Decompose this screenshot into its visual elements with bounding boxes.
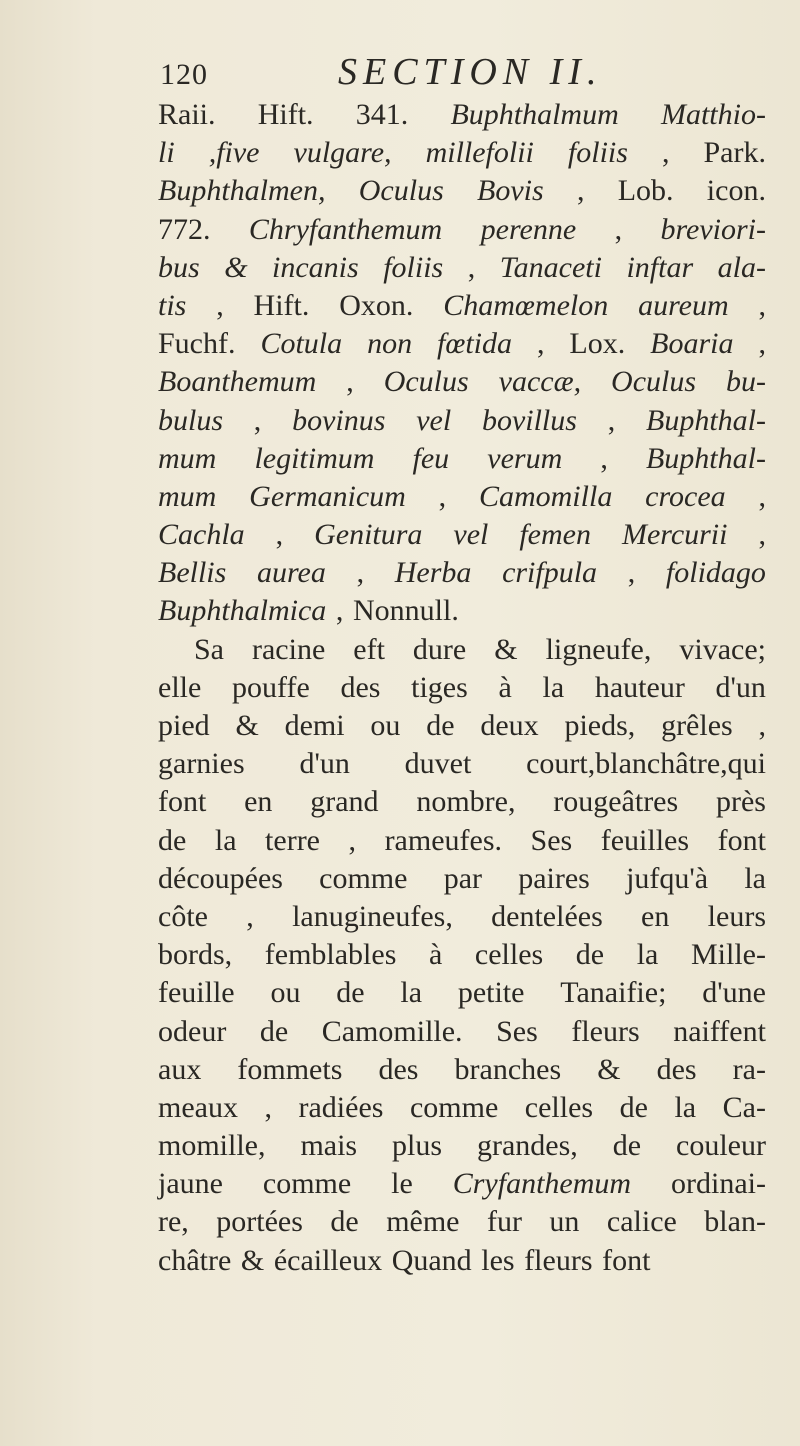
word: femen	[519, 518, 591, 552]
word: ,	[335, 594, 344, 628]
word: des	[340, 670, 381, 704]
word: grandes,	[477, 1129, 578, 1163]
word: paires	[518, 861, 590, 895]
word: des	[378, 1052, 419, 1086]
word: &	[494, 632, 518, 666]
word: ,	[758, 518, 766, 552]
word: aux	[158, 1052, 202, 1086]
word: &	[597, 1052, 621, 1086]
word: femblables	[264, 938, 397, 972]
word: calice	[606, 1205, 677, 1239]
word: mais	[300, 1129, 358, 1163]
text-line	[158, 325, 766, 363]
word: Buphthal-	[645, 441, 766, 475]
word: &	[235, 709, 259, 742]
word: Camomilla	[478, 479, 613, 513]
word: Buphthalmum	[450, 98, 619, 131]
word: ala-	[717, 250, 766, 284]
word: momille,	[158, 1129, 266, 1163]
word: incanis	[272, 250, 359, 284]
word: pieds,	[564, 709, 636, 742]
word: ra-	[732, 1052, 766, 1086]
word: ligneufe,	[545, 632, 652, 666]
word: li	[158, 136, 175, 170]
word: comme	[262, 1167, 352, 1201]
text-line	[158, 783, 766, 821]
word: rameufes.	[384, 823, 502, 857]
word: foliis	[383, 250, 444, 284]
text-line	[158, 860, 766, 898]
word: bus	[158, 250, 200, 284]
body-text	[158, 96, 766, 1280]
page-header	[160, 50, 720, 96]
word: Mille-	[690, 938, 766, 972]
word: Cotula	[260, 327, 343, 361]
word: de	[158, 823, 187, 857]
word: ,	[253, 403, 262, 437]
word: bords,	[158, 938, 233, 972]
word: icon.	[706, 174, 766, 208]
text-line	[158, 134, 766, 172]
word: Hift.	[257, 98, 314, 131]
word: Mercurii	[621, 518, 728, 552]
word: ,	[346, 365, 354, 399]
text-line	[158, 631, 766, 669]
word: aureum	[638, 288, 729, 322]
word: un	[549, 1205, 580, 1239]
text-line	[158, 1165, 766, 1203]
word: Boaria	[650, 327, 734, 361]
word: Boanthemum	[158, 365, 317, 399]
text-line	[158, 287, 766, 325]
word: de	[575, 938, 605, 972]
word: d'un	[715, 670, 766, 704]
word: côte	[158, 899, 208, 933]
word: fœtida	[437, 327, 513, 361]
text-line	[158, 172, 766, 210]
text-line	[158, 745, 766, 783]
word: radiées	[298, 1090, 384, 1124]
word: en	[641, 899, 670, 933]
word: de	[426, 709, 455, 742]
text-line	[158, 478, 766, 516]
text-line	[158, 402, 766, 440]
word: bovinus	[292, 403, 386, 437]
text-line	[158, 440, 766, 478]
word: Genitura	[314, 518, 423, 552]
word: même	[386, 1205, 460, 1239]
word: ,five	[208, 136, 260, 170]
word: court,blanchâtre,qui	[526, 747, 766, 781]
word: Sa	[194, 632, 224, 666]
text-line	[158, 669, 766, 707]
word: Camomille.	[321, 1014, 463, 1048]
word: terre	[265, 823, 320, 857]
word: ,	[758, 288, 766, 322]
word: jufqu'à	[626, 861, 709, 895]
word: tis	[158, 288, 187, 322]
word: deux	[480, 709, 539, 742]
paragraph	[158, 96, 766, 631]
word: en	[244, 785, 273, 819]
word: à	[498, 670, 512, 704]
word: Buphthalmica	[158, 594, 327, 628]
text-line	[158, 898, 766, 936]
text-line	[158, 1013, 766, 1051]
word: font	[717, 823, 766, 857]
word: comme	[319, 861, 408, 895]
word: font	[158, 785, 207, 819]
word: ,	[348, 823, 357, 857]
paragraph	[158, 631, 766, 1280]
word: Nonnull.	[353, 594, 459, 628]
word: Matthio-	[660, 98, 766, 131]
word: perenne	[480, 212, 577, 246]
word: foliis	[567, 136, 628, 170]
text-line	[158, 1203, 766, 1241]
word: Bellis	[158, 556, 227, 590]
word: non	[367, 327, 413, 361]
word: Herba	[394, 556, 472, 590]
word: la	[744, 861, 766, 895]
word: de	[336, 976, 365, 1010]
word: Oculus	[383, 365, 469, 399]
word: de	[330, 1205, 359, 1239]
word: mum	[158, 479, 217, 513]
word: demi	[284, 709, 345, 742]
word: ou	[370, 709, 401, 742]
word: ,	[356, 556, 365, 590]
word: 772.	[158, 212, 211, 246]
word: châtre	[158, 1243, 232, 1277]
word: feuille	[158, 976, 235, 1010]
word: ,	[536, 327, 545, 361]
word: comme	[409, 1090, 499, 1124]
text-line	[158, 211, 766, 249]
word: Bovis	[477, 174, 544, 208]
word: ,	[758, 709, 766, 742]
word: à	[428, 938, 443, 972]
word: feu	[412, 441, 450, 475]
word: dentelées	[491, 899, 603, 933]
word: millefolii	[425, 136, 534, 170]
word: Oculus	[611, 365, 697, 399]
text-line	[158, 1242, 766, 1280]
word: &	[224, 250, 248, 284]
word: couleur	[676, 1129, 766, 1163]
text-line	[158, 936, 766, 974]
word: ,	[600, 441, 608, 475]
word: le	[391, 1167, 413, 1201]
word: Lox.	[569, 327, 626, 361]
word: vel	[416, 403, 452, 437]
word: la	[400, 976, 423, 1010]
word: lanugineufes,	[292, 899, 453, 933]
text-line	[158, 554, 766, 592]
word: racine	[252, 632, 326, 666]
word: aurea	[257, 556, 326, 590]
word: Hift.	[253, 288, 310, 322]
word: d'une	[702, 976, 766, 1010]
word: Oculus	[358, 174, 444, 208]
word: nombre,	[416, 785, 516, 819]
word: portées	[216, 1205, 303, 1239]
word: garnies	[158, 747, 245, 781]
word: ,	[614, 212, 623, 246]
word: écailleux	[273, 1243, 383, 1277]
word: Oxon.	[339, 288, 414, 322]
word: ou	[270, 976, 301, 1010]
word: des	[656, 1052, 697, 1086]
word: grêles	[661, 709, 733, 742]
word: dure	[412, 632, 467, 666]
text-line	[158, 1127, 766, 1165]
word: pied	[158, 709, 210, 742]
word: Quand	[391, 1243, 472, 1277]
word: ,	[758, 327, 766, 361]
word: ,	[661, 136, 670, 170]
word: ,	[275, 518, 284, 552]
word: duvet	[404, 747, 472, 781]
text-line	[158, 974, 766, 1012]
word: ,	[438, 479, 447, 513]
word: de	[612, 1129, 642, 1163]
word: breviori-	[660, 212, 766, 246]
word: Cryfanthemum	[452, 1167, 632, 1201]
word: bovillus	[481, 403, 577, 437]
word: fleurs	[571, 1014, 640, 1048]
word: d'un	[299, 747, 350, 781]
word: Fuchf.	[158, 327, 236, 361]
word: legitimum	[254, 441, 375, 475]
word: de	[619, 1090, 648, 1124]
word: Ses	[530, 823, 573, 857]
word: plus	[392, 1129, 443, 1163]
word: ,	[264, 1090, 272, 1124]
word: Tanaifie;	[560, 976, 667, 1010]
page-number: 120	[160, 58, 208, 91]
text-line	[158, 1089, 766, 1127]
word: odeur	[158, 1014, 227, 1048]
word: leurs	[707, 899, 766, 933]
word: blan-	[704, 1205, 766, 1239]
word: Raii.	[158, 98, 216, 131]
text-line	[158, 707, 766, 745]
running-head: SECTION II.	[338, 51, 603, 93]
word: mum	[158, 441, 217, 475]
word: ordinai-	[671, 1167, 766, 1201]
word: Ca-	[722, 1090, 766, 1124]
text-line	[158, 249, 766, 287]
text-line	[158, 592, 766, 630]
word: ,	[246, 899, 254, 933]
word: vulgare,	[293, 136, 392, 170]
word: Chamœmelon	[443, 288, 609, 322]
word: folidago	[665, 556, 766, 590]
word: fommets	[237, 1052, 343, 1086]
word: feuilles	[600, 823, 690, 857]
word: naiffent	[673, 1014, 766, 1048]
word: re,	[158, 1205, 189, 1239]
word: rougeâtres	[553, 785, 679, 819]
word: tiges	[411, 670, 468, 704]
text-line	[158, 363, 766, 401]
word: vel	[453, 518, 489, 552]
word: près	[715, 785, 766, 819]
word: ,	[216, 288, 224, 322]
word: de	[259, 1014, 289, 1048]
word: Germanicum	[249, 479, 406, 513]
word: hauteur	[594, 670, 685, 704]
word: fur	[486, 1205, 522, 1239]
word: celles	[524, 1090, 594, 1124]
word: eft	[353, 632, 385, 666]
word: les	[481, 1243, 515, 1277]
word: Cachla	[158, 518, 245, 552]
word: Tanaceti	[499, 250, 602, 284]
word: Buphthal-	[646, 403, 766, 437]
word: bu-	[725, 365, 766, 399]
word: grand	[310, 785, 379, 819]
word: inftar	[626, 250, 694, 284]
word: verum	[487, 441, 563, 475]
word: la	[674, 1090, 697, 1124]
word: Chryfanthemum	[248, 212, 443, 246]
word: bulus	[158, 403, 224, 437]
text-line	[158, 822, 766, 860]
word: ,	[627, 556, 636, 590]
word: ,	[758, 479, 766, 513]
word: fleurs	[524, 1243, 593, 1277]
word: ,	[576, 174, 585, 208]
word: crocea	[645, 479, 726, 513]
word: crifpula	[502, 556, 598, 590]
text-line	[158, 516, 766, 554]
word: pouffe	[232, 670, 310, 704]
word: par	[443, 861, 482, 895]
word: la	[214, 823, 237, 857]
word: découpées	[158, 861, 283, 895]
text-line	[158, 96, 766, 134]
word: font	[602, 1243, 651, 1277]
word: la	[542, 670, 565, 704]
word: 341.	[355, 98, 409, 131]
word: meaux	[158, 1090, 238, 1124]
word: ,	[467, 250, 476, 284]
word: petite	[457, 976, 525, 1010]
word: vivace;	[679, 632, 766, 666]
word: &	[240, 1243, 265, 1277]
word: jaune	[158, 1167, 223, 1201]
word: Park.	[703, 136, 766, 170]
word: ,	[607, 403, 616, 437]
word: elle	[158, 670, 202, 704]
text-line	[158, 1051, 766, 1089]
word: Buphthalmen,	[158, 174, 326, 208]
word: la	[636, 938, 659, 972]
word: celles	[474, 938, 544, 972]
word: Lob.	[617, 174, 674, 208]
word: Ses	[496, 1014, 538, 1048]
word: vaccæ,	[498, 365, 582, 399]
word: branches	[454, 1052, 562, 1086]
